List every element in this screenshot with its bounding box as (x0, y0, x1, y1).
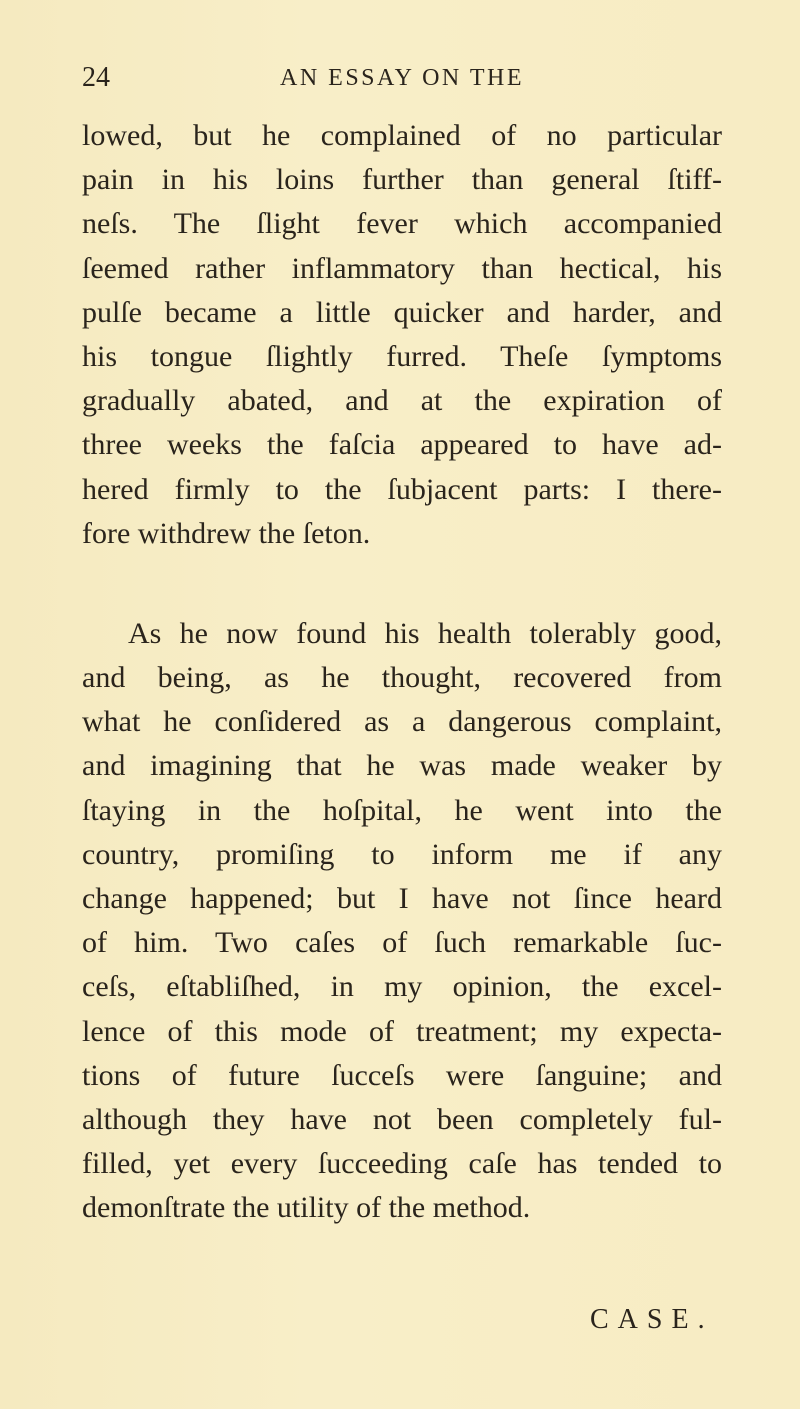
text-line: change happened; but I have not ſince heard (82, 882, 722, 915)
text-line: three weeks the faſcia appeared to have ad- (82, 428, 722, 462)
text-line: pain in his loins further than general ſtiff- (82, 163, 722, 197)
catchword: CASE. (590, 1304, 714, 1335)
text-line: what he conſidered as a dangerous complaint, (82, 705, 722, 739)
text-line: of him. Two caſes of ſuch remarkable ſuc- (82, 926, 722, 960)
paragraph-2 (82, 612, 722, 1231)
body-text (82, 114, 722, 1231)
text-line: although they have not been completely ful- (82, 1102, 722, 1136)
text-line: lence of this mode of treatment; my expecta- (82, 1014, 722, 1048)
text-line: lowed, but he complained of no particular (82, 119, 722, 152)
paragraph-1 (82, 114, 722, 556)
text-line: hered firmly to the ſubjacent parts: I there- (82, 472, 722, 506)
text-line: filled, yet every ſucceeding caſe has tended to (82, 1147, 722, 1181)
text-line: fore withdrew the ſeton. (82, 516, 371, 550)
text-line: gradually abated, and at the expiration of (82, 384, 722, 418)
text-line: pulſe became a little quicker and harder, and (82, 295, 722, 329)
text-line: ceſs, eſtabliſhed, in my opinion, the excel- (82, 970, 722, 1004)
text-line: As he now found his health tolerably good, (128, 616, 722, 650)
text-line: and being, as he thought, recovered from (82, 661, 722, 695)
text-line: country, promiſing to inform me if any (82, 837, 722, 871)
page-number: 24 (82, 62, 110, 93)
page-header (82, 58, 722, 98)
text-line: and imagining that he was made weaker by (82, 749, 722, 783)
text-line: ſeemed rather inflammatory than hectical, his (82, 251, 722, 285)
paragraph-gap (82, 556, 722, 612)
text-line: his tongue ſlightly furred. Theſe ſymptoms (82, 339, 722, 373)
text-line: demonſtrate the utility of the method. (82, 1191, 531, 1225)
text-line: ſtaying in the hoſpital, he went into the (82, 793, 722, 827)
text-line: tions of future ſucceſs were ſanguine; and (82, 1058, 722, 1092)
text-line: neſs. The ſlight fever which accompanied (82, 207, 722, 241)
running-head: AN ESSAY ON THE (280, 65, 524, 91)
